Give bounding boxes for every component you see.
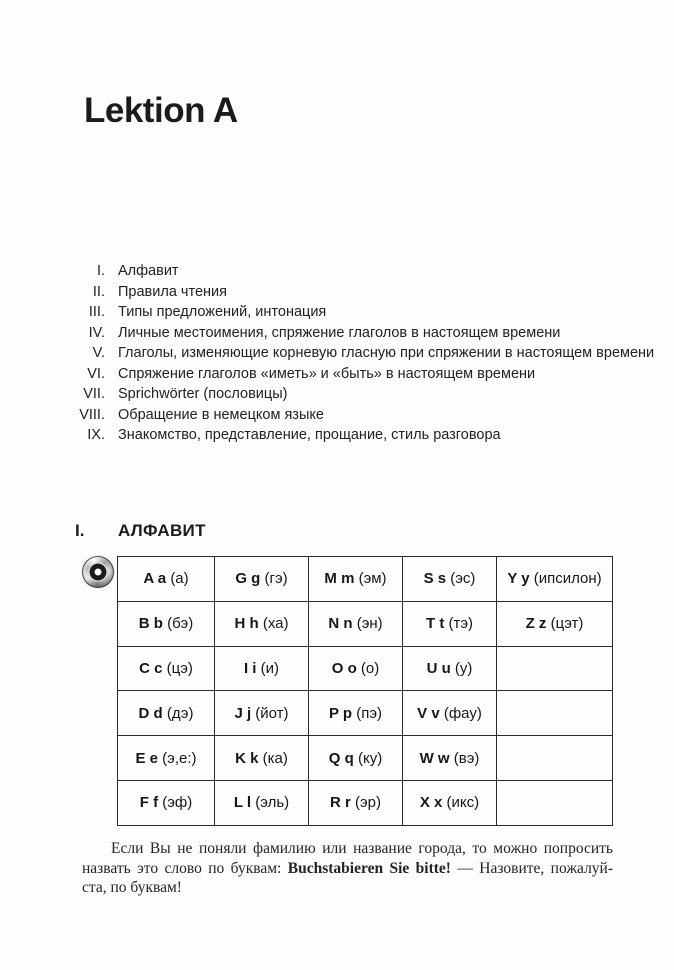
note-text: — Назовите, пожалуй- xyxy=(450,859,614,877)
section-numeral: I. xyxy=(75,521,85,540)
table-row xyxy=(118,646,613,691)
letter-pair: B b xyxy=(138,615,163,633)
alphabet-cell xyxy=(403,601,497,646)
alphabet-cell xyxy=(309,646,403,691)
pronunciation: (цэ) xyxy=(166,659,193,677)
alphabet-cell xyxy=(118,780,215,825)
letter-pair: H h xyxy=(234,615,259,633)
note-line xyxy=(82,839,613,859)
toc-item xyxy=(60,323,620,344)
alphabet-cell xyxy=(215,780,309,825)
toc-item xyxy=(60,343,655,364)
note-line xyxy=(82,859,613,879)
toc-item-numeral: VII. xyxy=(83,386,105,402)
alphabet-cell xyxy=(118,691,215,736)
note-text: Если Вы не поняли фамилию или название города, то можно попросить xyxy=(111,840,613,857)
empty-cell xyxy=(497,736,613,781)
table-row xyxy=(118,601,613,646)
pronunciation: (эн) xyxy=(356,615,383,633)
note-line xyxy=(82,878,613,898)
alphabet-cell xyxy=(215,646,309,691)
toc-item-numeral: III. xyxy=(88,304,105,320)
letter-pair: P p xyxy=(328,704,353,722)
toc-item-numeral: IV. xyxy=(88,324,105,341)
letter-pair: Q q xyxy=(328,749,354,767)
toc-item xyxy=(60,384,620,405)
alphabet-cell xyxy=(497,601,613,646)
letter-pair: I i xyxy=(243,659,257,677)
letter-pair: Z z xyxy=(525,615,547,633)
pronunciation: (икс) xyxy=(446,794,480,812)
letter-pair: D d xyxy=(138,704,163,722)
table-row xyxy=(118,691,613,736)
alphabet-cell xyxy=(215,557,309,602)
page-title: Lektion A xyxy=(84,91,238,130)
toc-item-label: Правила чтения xyxy=(118,283,227,300)
alphabet-cell xyxy=(403,736,497,781)
letter-pair: U u xyxy=(426,659,451,677)
pronunciation: (эс) xyxy=(450,570,476,588)
pronunciation: (э,е:) xyxy=(162,749,197,767)
toc-item xyxy=(60,282,620,303)
toc-item-label: Спряжение глаголов «иметь» и «быть» в настоящем времени xyxy=(118,365,536,382)
letter-pair: L l xyxy=(233,794,252,812)
toc-item-numeral: IX. xyxy=(87,427,105,443)
pronunciation: (и) xyxy=(260,659,280,677)
pronunciation: (дэ) xyxy=(166,704,194,722)
toc-item xyxy=(60,302,620,323)
pronunciation: (цэт) xyxy=(550,615,584,633)
pronunciation: (эф) xyxy=(162,794,193,812)
empty-cell xyxy=(497,780,613,825)
pronunciation: (ка) xyxy=(262,749,288,767)
pronunciation: (пэ) xyxy=(356,704,383,722)
pronunciation: (эм) xyxy=(358,570,387,588)
toc-item xyxy=(60,261,620,282)
table-row xyxy=(118,736,613,781)
pronunciation: (а) xyxy=(170,570,189,588)
empty-cell xyxy=(497,646,613,691)
section-title: АЛФАВИТ xyxy=(118,521,206,540)
toc-item-label: Sprichwörter (пословицы) xyxy=(118,386,288,402)
letter-pair: V v xyxy=(417,704,440,722)
pronunciation: (тэ) xyxy=(448,615,473,633)
toc-item-label: Личные местоимения, спряжение глаголов в настоящем времени xyxy=(118,324,561,341)
alphabet-cell xyxy=(403,691,497,736)
toc-item xyxy=(60,405,620,426)
alphabet-cell xyxy=(215,601,309,646)
note-paragraph xyxy=(82,839,613,898)
section-heading xyxy=(75,521,206,541)
alphabet-cell xyxy=(118,646,215,691)
pronunciation: (гэ) xyxy=(264,570,288,588)
alphabet-cell xyxy=(403,646,497,691)
letter-pair: Y y xyxy=(507,570,530,588)
toc-item-label: Обращение в немецком языке xyxy=(118,406,324,423)
pronunciation: (бэ) xyxy=(167,615,194,633)
table-row xyxy=(118,557,613,602)
pronunciation: (эр) xyxy=(355,794,381,812)
note-text: ста, по буквам! xyxy=(82,879,182,896)
toc-item-numeral: VI. xyxy=(87,365,105,382)
toc-item-label: Алфавит xyxy=(118,263,179,279)
alphabet-cell xyxy=(403,780,497,825)
alphabet-table-body xyxy=(118,557,613,826)
pronunciation: (ипсилон) xyxy=(533,570,602,588)
alphabet-cell xyxy=(309,557,403,602)
pronunciation: (у) xyxy=(454,659,473,677)
letter-pair: O o xyxy=(331,659,357,677)
alphabet-cell xyxy=(118,557,215,602)
pronunciation: (ха) xyxy=(262,615,289,633)
german-phrase: Buchstabieren Sie bitte! xyxy=(287,859,451,877)
cd-disc-icon xyxy=(82,556,114,588)
letter-pair: T t xyxy=(425,615,445,633)
toc-item-numeral: V. xyxy=(92,345,105,361)
toc-item xyxy=(60,425,620,446)
alphabet-cell xyxy=(215,736,309,781)
letter-pair: W w xyxy=(419,749,450,767)
letter-pair: J j xyxy=(234,704,252,722)
toc-item-label: Типы предложений, интонация xyxy=(118,304,327,320)
toc-item-numeral: VIII. xyxy=(79,406,105,423)
alphabet-cell xyxy=(497,557,613,602)
alphabet-cell xyxy=(309,601,403,646)
pronunciation: (фау) xyxy=(443,704,482,722)
alphabet-cell xyxy=(215,691,309,736)
letter-pair: K k xyxy=(235,749,259,767)
letter-pair: C c xyxy=(139,659,163,677)
alphabet-cell xyxy=(403,557,497,602)
toc-item-numeral: II. xyxy=(92,283,105,300)
pronunciation: (вэ) xyxy=(453,749,480,767)
letter-pair: N n xyxy=(328,615,353,633)
toc-item-label: Знакомство, представление, прощание, стиль разговора xyxy=(118,427,501,443)
alphabet-cell xyxy=(309,780,403,825)
letter-pair: S s xyxy=(423,570,447,588)
pronunciation: (ку) xyxy=(357,749,383,767)
pronunciation: (йот) xyxy=(255,704,289,722)
letter-pair: G g xyxy=(235,570,261,588)
toc-item-numeral: I. xyxy=(96,263,105,279)
toc-item xyxy=(60,364,620,385)
letter-pair: A a xyxy=(143,570,167,588)
letter-pair: E e xyxy=(135,749,158,767)
table-row xyxy=(118,780,613,825)
alphabet-cell xyxy=(118,601,215,646)
letter-pair: R r xyxy=(329,794,351,812)
alphabet-cell xyxy=(309,691,403,736)
note-text: назвать это слово по буквам: xyxy=(82,859,288,877)
alphabet-cell xyxy=(309,736,403,781)
toc-item-label: Глаголы, изменяющие корневую гласную при спряжении в настоящем времени xyxy=(118,345,655,361)
alphabet-cell xyxy=(118,736,215,781)
letter-pair: X x xyxy=(419,794,443,812)
toc-list xyxy=(60,261,655,446)
letter-pair: M m xyxy=(324,570,355,588)
empty-cell xyxy=(497,691,613,736)
pronunciation: (эль) xyxy=(255,794,290,812)
pronunciation: (о) xyxy=(360,659,380,677)
letter-pair: F f xyxy=(139,794,159,812)
alphabet-table xyxy=(117,556,613,826)
